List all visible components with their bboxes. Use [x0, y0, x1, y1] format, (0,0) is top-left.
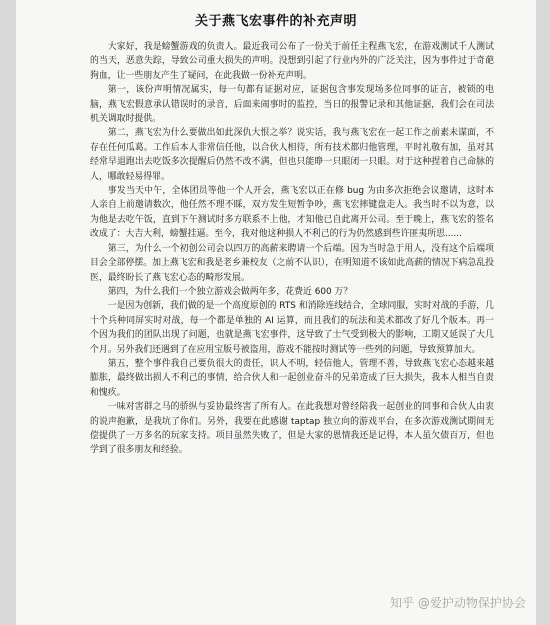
document-body — [90, 40, 494, 458]
paragraph: 第四，为什么我们一个独立游戏会做两年多，花费近 600 万？ — [107, 286, 353, 297]
document-page — [16, 0, 536, 625]
document-title: 关于燕飞宏事件的补充声明 — [194, 14, 357, 29]
paragraph: 第一，该份声明情况属实，每一句都有证据对应，证据包含事发现场多位同事的证言，被锁的电脑，燕飞宏假意承认错误时的录音，后面来闹事时的监控，当日的报警记录和其他证据，我们会在司法机关调取时提供。 — [90, 85, 494, 125]
paragraph: 第二，燕飞宏为什么要做出如此深仇大恨之举？说实话，我与燕飞宏在一起工作之前素未谋面，不存在任何瓜葛。工作后本人非常信任他，以合伙人相待，所有技术都归他管理，平时礼敬有加，虽对其经常早退跑出去吃饭多次提醒后仍然不改不满，但也只能睁一只眼闭一只眼。对于这种捏着自己命脉的人，哪敢轻易得罪。 — [90, 128, 494, 182]
paragraph: 事发当天中午，全体团员等他一个人开会，燕飞宏以正在修 bug 为由多次拒绝会议邀请，这时本人亲自上前邀请数次，他任然不理不睬，双方发生短暂争吵，燕飞宏摔键盘走人。我当时不以为意，以为他是去吃午饭，直到下午测试时多方联系不上他，才知他已自此离开公司。至于晚上，燕飞宏的签名改成了：大吉大利，螃蟹挂逼。至今，我对他这种损人不利己的行为仍然感到些许匪夷所思...... — [90, 186, 494, 240]
paragraph: 第五，整个事件我自己要负很大的责任，识人不明，轻信他人，管理不善，导致燕飞宏心态越来越膨胀，最终做出损人不利己的事情，给合伙人和一起创业奋斗的兄弟造成了巨大损失，我本人相当自责和愧疚。 — [90, 358, 494, 398]
paragraph: 大家好，我是螃蟹游戏的负责人。最近我司公布了一份关于前任主程燕飞宏，在游戏测试千人测试的当天，恶意失踪，导致公司重大损失的声明。没想到引起了行业内外的广泛关注，因为事件过于奇葩狗血，让一些朋友产生了疑问，在此我做一份补充声明。 — [90, 42, 494, 81]
paragraph: 第三，为什么一个初创公司会以四万的高薪来聘请一个后端。因为当时急于用人，没有这个后端项目会全部停摆。加上燕飞宏和我是老乡兼校友（之前不认识），在明知道不该如此高薪的情况下病急乱投医，最终盼长了燕飞宏心态的畸形发展。 — [90, 243, 494, 283]
zhihu-watermark — [390, 594, 526, 611]
watermark-text: 知乎 @爱护动物保护协会 — [390, 596, 526, 610]
paragraph: 一是因为创新，我们做的是一个高度原创的 RTS 和消除连线结合，全球同服，实时对战的手游，几十个兵种同屏实时对战，每一个都是单独的 AI 运算，而且我们的玩法和美术都改了好几个版本。再一个因为我们的团队出现了问题，也就是燕飞宏事件，这导致了士气受到极大的影响，工期又延误了大几个月。另外我们还遇到了在应用宝版号被盗用，游戏不能按时测试等一些列的问题，导致预算加大。 — [90, 301, 494, 355]
paragraph: 一味对害群之马的骄纵与妥协最终害了所有人。在此我想对曾经陪我一起创业的同事和合伙人由衷的说声抱歉，是我坑了你们。另外，我要在此感谢 taptap 独立向的游戏平台，在多次游戏测试期间无偿提供了一万多名的玩家支持。项目虽然失败了，但是大家的恩情我还是记得，本人虽欠债百万，但也学到了很多朋友和经验。 — [90, 402, 494, 456]
